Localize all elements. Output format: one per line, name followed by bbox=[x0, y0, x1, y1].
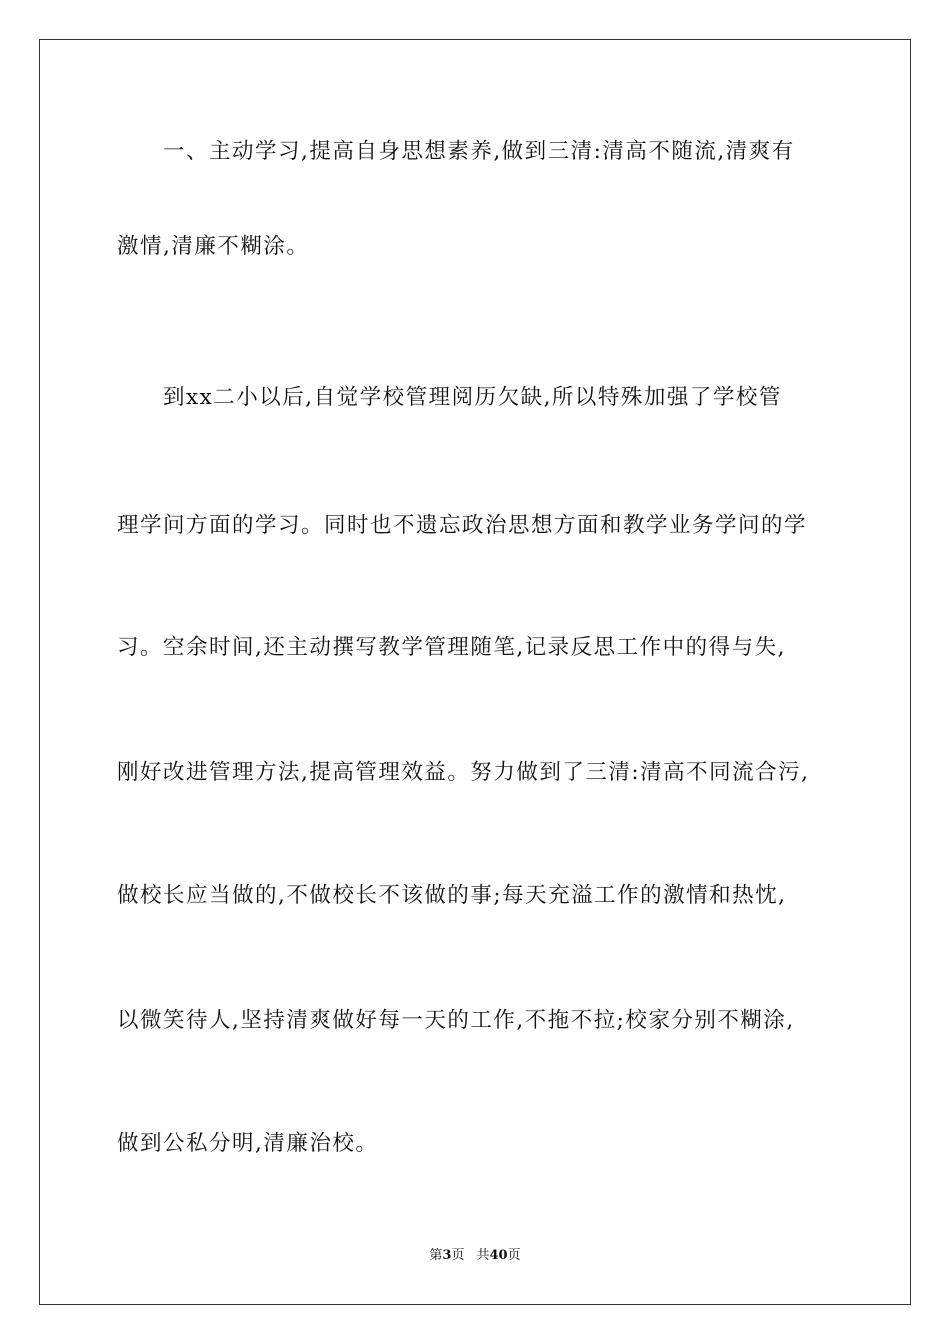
paragraph-2-line-6: 以微笑待人,坚持清爽做好每一天的工作,不拖不拉;校家分别不糊涂, bbox=[117, 1008, 795, 1033]
paragraph-1-line-2: 激情,清廉不糊涂。 bbox=[117, 234, 310, 259]
paragraph-2-line-1: 到xx二小以后,自觉学校管理阅历欠缺,所以特殊加强了学校管 bbox=[163, 385, 782, 410]
paragraph-2-line-2: 理学问方面的学习。同时也不遗忘政治思想方面和教学业务学问的学 bbox=[117, 513, 808, 538]
total-suffix: 页 bbox=[507, 1248, 521, 1263]
page-frame bbox=[39, 39, 911, 1305]
page-footer bbox=[0, 1247, 950, 1265]
page-prefix: 第 bbox=[429, 1248, 443, 1263]
page-suffix: 页 bbox=[451, 1248, 465, 1263]
paragraph-2-line-3: 习。空余时间,还主动撰写教学管理随笔,记录反思工作中的得与失, bbox=[117, 635, 787, 660]
page-number: 3 bbox=[442, 1248, 452, 1263]
paragraph-2-line-7: 做到公私分明,清廉治校。 bbox=[117, 1131, 379, 1156]
paragraph-2-line-4: 刚好改进管理方法,提高管理效益。努力做到了三清:清高不同流合污, bbox=[117, 760, 810, 785]
paragraph-2-line-5: 做校长应当做的,不做校长不该做的事;每天充溢工作的激情和热忱, bbox=[117, 883, 787, 908]
paragraph-1-line-1: 一、主动学习,提高自身思想素养,做到三清:清高不随流,清爽有 bbox=[163, 139, 795, 164]
total-pages: 40 bbox=[489, 1248, 508, 1263]
total-prefix: 共 bbox=[476, 1248, 490, 1263]
